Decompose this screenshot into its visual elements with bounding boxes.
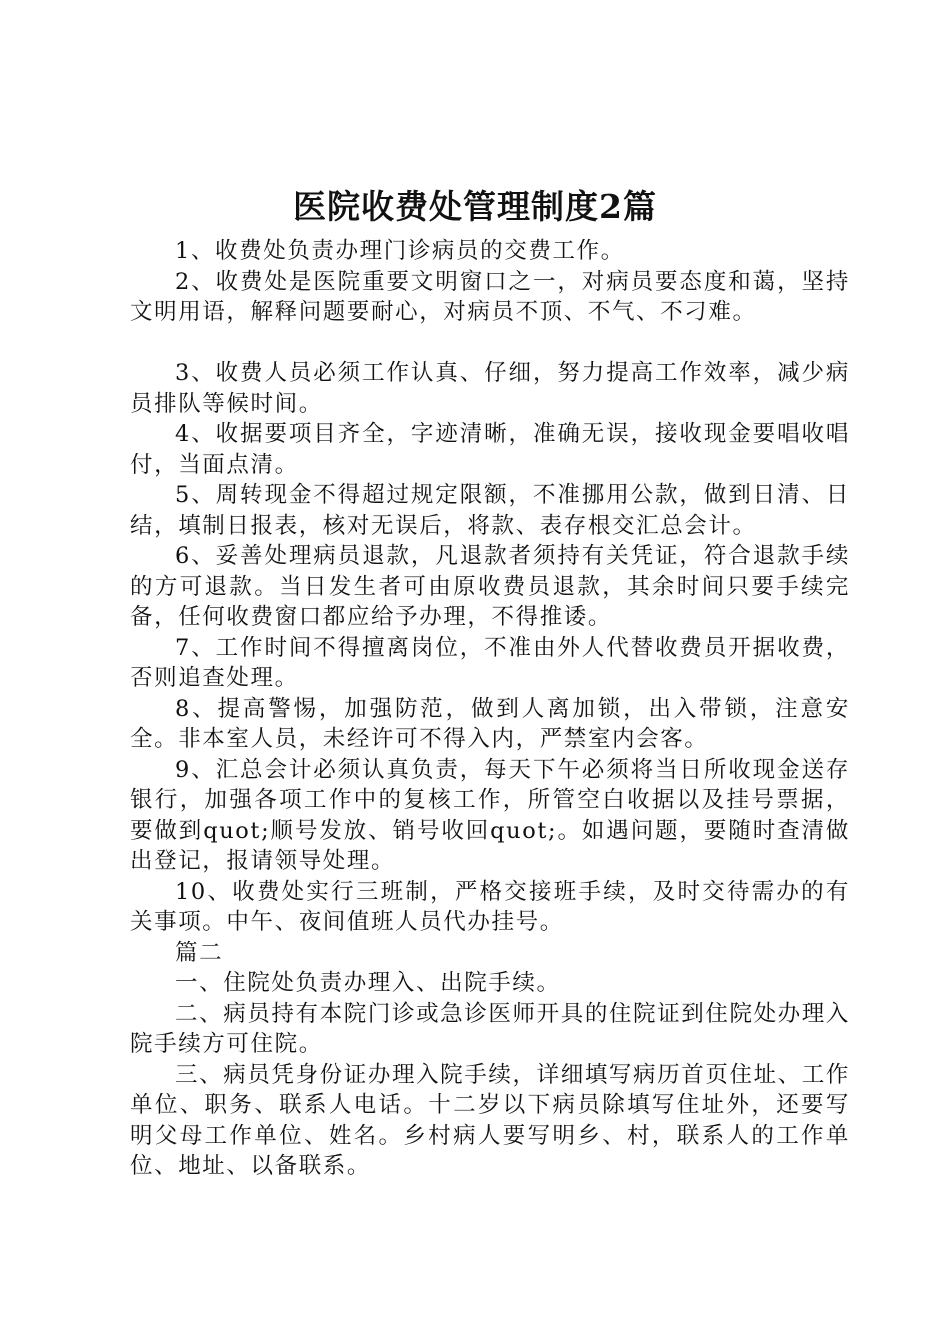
section-2-heading: 篇二 xyxy=(175,939,224,966)
document-title: 医院收费处管理制度2篇 xyxy=(293,187,657,226)
paragraph-8: 8、提高警惕，加强防范，做到人离加锁，出入带锁，注意安全。非本室人员，未经许可不得入内，严禁室内会客。 xyxy=(130,695,850,752)
paragraph-6: 6、妥善处理病员退款，凡退款者须持有关凭证，符合退款手续的方可退款。当日发生者可由原收费员退款，其余时间只要手续完备，任何收费窗口都应给予办理，不得推诿。 xyxy=(130,543,850,630)
paragraph-3: 3、收费人员必须工作认真、仔细，努力提高工作效率，减少病员排队等候时间。 xyxy=(130,360,850,417)
paragraph-9: 9、汇总会计必须认真负责，每天下午必须将当日所收现金送存银行，加强各项工作中的复核工作，所管空白收据以及挂号票据，要做到quot;顺号发放、销号收回quot;。如遇问题，要随时查清做出登记，报请领导处理。 xyxy=(130,756,850,874)
paragraph-10: 10、收费处实行三班制，严格交接班手续，及时交待需办的有关事项。中午、夜间值班人员代办挂号。 xyxy=(130,878,850,935)
paragraph-5: 5、周转现金不得超过规定限额，不准挪用公款，做到日清、日结，填制日报表，核对无误后，将款、表存根交汇总会计。 xyxy=(130,482,850,539)
paragraph-4: 4、收据要项目齐全，字迹清晰，准确无误，接收现金要唱收唱付，当面点清。 xyxy=(130,421,850,478)
section-2-paragraph-2: 二、病员持有本院门诊或急诊医师开具的住院证到住院处办理入院手续方可住院。 xyxy=(130,1000,850,1057)
document-body xyxy=(130,236,850,1182)
paragraph-7: 7、工作时间不得擅离岗位，不准由外人代替收费员开据收费，否则追查处理。 xyxy=(130,634,850,691)
section-2-paragraph-3: 三、病员凭身份证办理入院手续，详细填写病历首页住址、工作单位、职务、联系人电话。十二岁以下病员除填写住址外，还要写明父母工作单位、姓名。乡村病人要写明乡、村，联系人的工作单位、地址、以备联系。 xyxy=(130,1061,850,1179)
paragraph-1: 1、收费处负责办理门诊病员的交费工作。 xyxy=(175,238,625,264)
section-2-paragraph-1: 一、住院处负责办理入、出院手续。 xyxy=(175,970,561,996)
paragraph-2: 2、收费处是医院重要文明窗口之一，对病员要态度和蔼，坚持文明用语，解释问题要耐心，对病员不顶、不气、不刁难。 xyxy=(130,268,850,325)
